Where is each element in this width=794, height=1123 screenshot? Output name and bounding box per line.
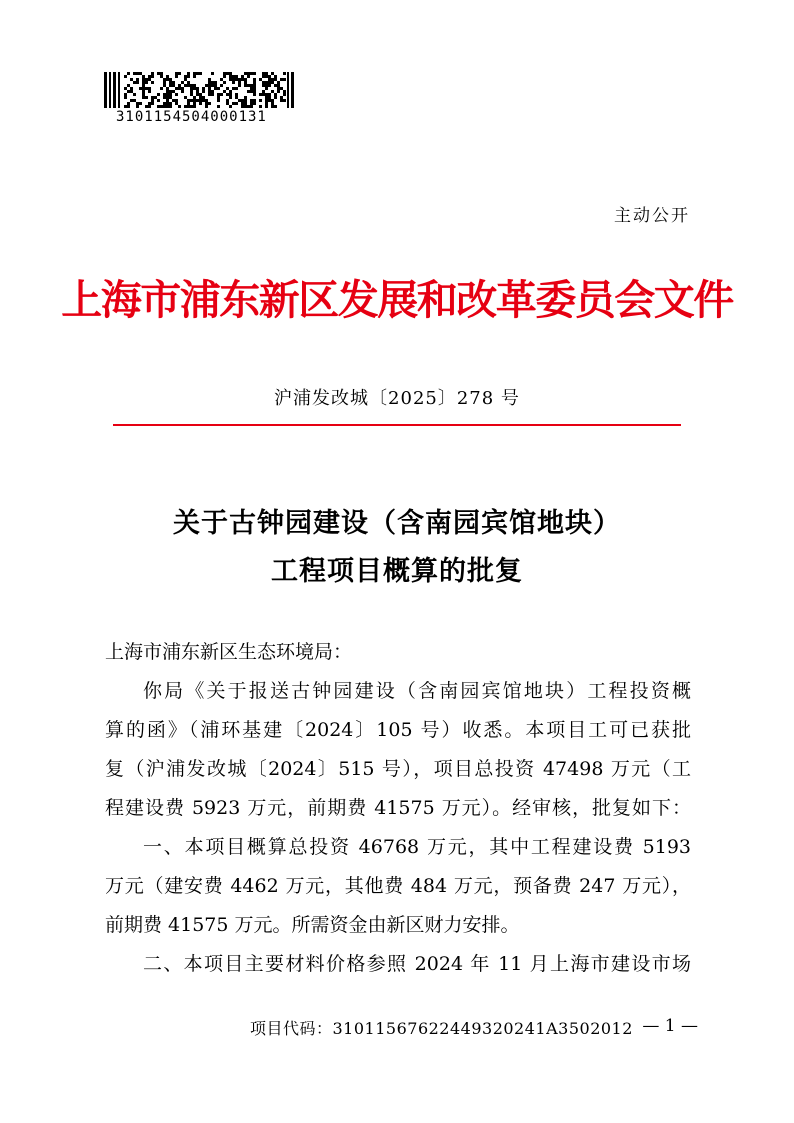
document-number: 沪浦发改城〔2025〕278 号 bbox=[274, 388, 520, 409]
page-footer bbox=[0, 1016, 794, 1040]
body-line: 你局《关于报送古钟园建设（含南园宾馆地块）工程投资概 bbox=[143, 680, 691, 702]
barcode-number: 3101154504000131 bbox=[116, 109, 267, 125]
addressee: 上海市浦东新区生态环境局： bbox=[105, 641, 353, 663]
disclosure-label: 主动公开 bbox=[614, 206, 690, 226]
project-code: 项目代码：31011567622449320241A3502012 bbox=[250, 1019, 633, 1038]
body-line: 算的函》（浦环基建〔2024〕105 号）收悉。本项目工可已获批 bbox=[105, 719, 691, 741]
red-separator-line bbox=[113, 424, 681, 426]
body-line: 万元（建安费 4462 万元，其他费 484 万元，预备费 247 万元）， bbox=[105, 875, 691, 897]
page-number: — 1 — bbox=[642, 1016, 698, 1036]
body-line: 一、本项目概算总投资 46768 万元，其中工程建设费 5193 bbox=[143, 836, 691, 858]
issuer-header: 上海市浦东新区发展和改革委员会文件 bbox=[61, 276, 733, 324]
barcode bbox=[104, 72, 296, 108]
body-line: 程建设费 5923 万元，前期费 41575 万元）。经审核，批复如下： bbox=[105, 797, 691, 819]
document-title bbox=[0, 500, 794, 596]
body-line: 复（沪浦发改城〔2024〕515 号），项目总投资 47498 万元（工 bbox=[105, 758, 691, 780]
document-body bbox=[105, 636, 691, 987]
body-line: 前期费 41575 万元。所需资金由新区财力安排。 bbox=[105, 914, 520, 936]
title-line-1: 关于古钟园建设（含南园宾馆地块） bbox=[173, 508, 621, 539]
title-line-2: 工程项目概算的批复 bbox=[271, 556, 523, 587]
body-line: 二、本项目主要材料价格参照 2024 年 11 月上海市建设市场 bbox=[143, 953, 691, 975]
